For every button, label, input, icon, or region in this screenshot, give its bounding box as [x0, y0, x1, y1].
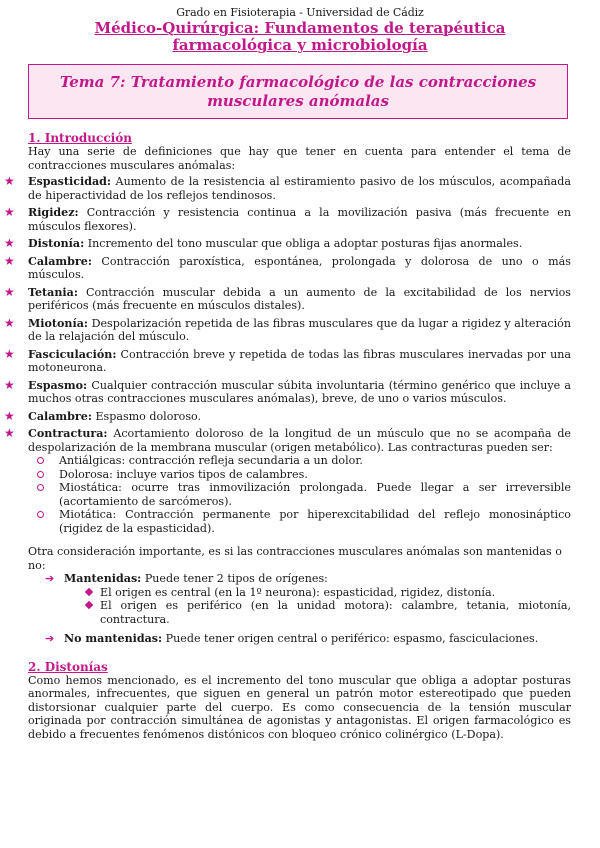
circle-icon	[37, 457, 44, 464]
definition-text: Contracción y resistencia continua a la movilización pasiva (más frecuente en músculos flexores).	[28, 206, 571, 233]
definition-item	[4, 284, 571, 313]
section-heading-intro: 1. Introducción	[28, 131, 132, 145]
star-icon: ★	[4, 205, 15, 219]
definition-text: Contracción paroxística, espontánea, prolongada y dolorosa de uno o más músculos.	[28, 254, 571, 281]
diamond-icon	[85, 601, 93, 609]
definition-item	[4, 236, 571, 251]
arrow-icon: ➔	[45, 572, 55, 585]
definition-term: Calambre:	[28, 409, 92, 423]
definition-text: Cualquier contracción muscular súbita involuntaria (término genérico que incluye a muchos otras contracciones musculares anómalas), breve, de uno o varios músculos.	[28, 378, 571, 405]
list-item-text: Antiálgicas: contracción refleja secundaria a un dolor.	[59, 454, 363, 467]
distonias-paragraph: Como hemos mencionado, es el incremento del tono muscular que obliga a adoptar posturas anormales, infrecuentes, que siguen en general un patrón motor estereotipado que pueden distorsionar cualquier parte del cuerpo. Es como consecuencia de la tensión muscular originada por contracción simultánea de agonistas y antagonistas. El origen farmacológico es debido a frecuentes fenómenos distónicos con bloqueo crónico colinérgico (L-Dopa).	[28, 673, 571, 741]
definition-text: Contracción muscular debida a un aumento de la excitabilidad de los nervios periféricos (más frecuente en músculos distales).	[28, 285, 571, 312]
maintained-origins-list	[28, 586, 571, 627]
star-icon: ★	[4, 253, 15, 268]
definition-term: Tetania:	[28, 285, 78, 299]
definition-term: Espasticidad:	[28, 175, 111, 188]
list-item-text: Dolorosa: incluye varios tipos de calambres.	[59, 467, 308, 481]
definition-term: Contractura:	[28, 427, 108, 440]
star-icon: ★	[4, 426, 15, 440]
not-maintained-term: No mantenidas:	[64, 632, 163, 645]
definition-item	[4, 377, 571, 406]
definition-term: Distonía:	[28, 237, 85, 250]
diamond-icon	[85, 587, 93, 595]
university-line: Grado en Fisioterapia - Universidad de Cádiz	[176, 6, 424, 19]
star-icon: ★	[4, 174, 15, 188]
list-item	[59, 481, 571, 508]
circle-icon	[37, 484, 44, 491]
definition-item	[4, 315, 571, 344]
circle-icon	[37, 511, 44, 518]
list-item-text: Miostática: ocurre tras inmovilización prolongada. Puede llegar a ser irreversible (acortamiento de sarcómeros).	[59, 481, 571, 508]
definition-term: Miotonía:	[28, 316, 88, 330]
star-icon: ★	[4, 346, 15, 361]
star-icon: ★	[4, 236, 15, 250]
list-item-text: El origen es central (en la 1º neurona): espasticidad, rigidez, distonía.	[100, 585, 496, 599]
topic-box	[28, 64, 568, 119]
maintained-term: Mantenidas:	[64, 572, 142, 585]
definition-text: Aumento de la resistencia al estiramiento pasivo de los músculos, acompañada de hiperactividad de los reflejos tendinosos.	[28, 175, 571, 202]
definition-text: Incremento del tono muscular que obliga a adoptar posturas fijas anormales.	[84, 237, 523, 250]
star-icon: ★	[4, 377, 15, 392]
topic-title: Tema 7: Tratamiento farmacológico de las contracciones musculares anómalas	[59, 72, 537, 110]
star-icon: ★	[4, 284, 15, 299]
list-item	[59, 454, 571, 468]
definition-text: Contracción breve y repetida de todas las fibras musculares inervadas por una motoneurona.	[28, 347, 571, 374]
list-item	[100, 586, 571, 600]
section-heading-distonias: 2. Distonías	[28, 659, 108, 674]
intro-paragraph: Hay una serie de definiciones que hay que tener en cuenta para entender el tema de contracciones musculares anómalas:	[28, 145, 571, 172]
definition-item	[4, 253, 571, 282]
arrow-icon: ➔	[45, 632, 55, 645]
definition-item	[4, 346, 571, 375]
definition-item	[4, 426, 571, 535]
list-item-text: El origen es periférico (en la unidad motora): calambre, tetania, miotonía, contractura.	[100, 599, 571, 626]
course-title: Médico-Quirúrgica: Fundamentos de terapéutica farmacológica y microbiología	[94, 19, 506, 54]
list-item	[59, 508, 571, 535]
definition-item	[4, 408, 571, 424]
not-maintained-text: Puede tener origen central o periférico: espasmo, fasciculaciones.	[162, 632, 539, 645]
star-icon: ★	[4, 315, 15, 330]
definition-text: Acortamiento doloroso de la longitud de un músculo que no se acompaña de despolarización de la membrana muscular (origen metabólico). Las contracturas pueden ser:	[28, 427, 571, 454]
definition-text: Espasmo doloroso.	[91, 409, 202, 423]
definition-text: Despolarización repetida de las fibras musculares que da lugar a rigidez y alteración de la relajación del músculo.	[28, 316, 571, 343]
definition-term: Espasmo:	[28, 378, 88, 392]
maintained-item	[28, 572, 571, 586]
list-item-text: Miotática: Contracción permanente por hiperexcitabilidad del reflejo monosináptico (rigidez de la espasticidad).	[59, 508, 571, 535]
definition-item	[4, 174, 571, 202]
maintained-text: Puede tener 2 tipos de orígenes:	[141, 572, 328, 585]
definition-term: Fasciculación:	[28, 347, 117, 361]
contracture-types-list	[28, 454, 571, 535]
content	[4, 131, 571, 741]
not-maintained-item	[28, 632, 571, 646]
definition-term: Calambre:	[28, 254, 92, 268]
definition-term: Rigidez:	[28, 206, 79, 219]
definitions-list	[4, 174, 571, 535]
circle-icon	[37, 471, 44, 478]
definition-item	[4, 205, 571, 233]
other-consideration: Otra consideración importante, es si las contracciones musculares anómalas son mantenidas o no:	[28, 545, 562, 572]
star-icon: ★	[4, 408, 15, 423]
list-item	[59, 468, 571, 482]
list-item	[100, 599, 571, 626]
